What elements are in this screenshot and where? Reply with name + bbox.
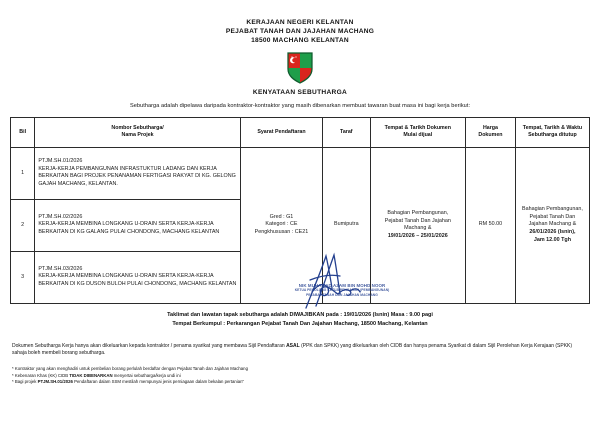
header-line-2: PEJABAT TANAH DAN JAJAHAN MACHANG	[225, 28, 375, 36]
table-header-row	[11, 117, 590, 147]
th-syarat: Syarat Pendaftaran	[240, 117, 322, 147]
syarat-gred: Gred : G1	[269, 213, 294, 220]
taklimat-block	[0, 311, 600, 330]
tempat-line1: Bahagian Pembangunan,	[387, 209, 449, 216]
footnote-3-post: Pendaftaran dalam SSM mestilah mempunyai jenis perniagaan dalam bekalan pertanian"	[72, 379, 245, 385]
footnote-2-pre: Kebenaran Khas (KK) CIDB	[14, 372, 70, 378]
crest-container	[0, 52, 600, 84]
th-taraf: Taraf	[323, 117, 370, 147]
intro-text: Sebutharga adalah dipelawa daripada kontraktor-kontraktor yang masih dibenarkan membuat tawaran buat masa ini bagi kerja berikut:	[129, 102, 471, 109]
th-tempat-mulai	[370, 117, 466, 147]
signature-position-1: KETUA PENOLONG KETUA PENGARAH (PEMBANGUNAN)	[294, 288, 390, 293]
footnote-1	[12, 366, 588, 373]
th-projek-line2: Nama Projek	[121, 132, 154, 139]
cell-projek-1	[35, 147, 241, 199]
projek-2-name: KERJA-KERJA MEMBINA LONGKANG U-DRAIN SERTA KERJA-KERJA BERKAITAN DI KG GALANG PULAI CHONDONG, MACHANG KELANTAN	[38, 221, 220, 235]
sebutharga-table	[10, 117, 590, 304]
cell-tempat-tarikh-tutup	[515, 147, 589, 303]
syarat-kategori: Kategori : CE	[265, 221, 298, 228]
th-tutup-line1: Tempat, Tarikh & Waktu	[522, 124, 583, 131]
tutup-time: Jam 12.00 Tgh	[533, 236, 571, 243]
tutup-line3: Jajahan Machang &	[528, 221, 577, 228]
projek-2-number: PTJM.SH.02/2026	[38, 214, 83, 220]
signature-position-2: PEJABAT TANAH DAN JAJAHAN MACHANG	[306, 292, 378, 297]
footnote-2-mark: *	[12, 372, 14, 378]
cell-tempat-mulai-dijual	[370, 147, 466, 303]
projek-1-name: KERJA-KERJA PEMBANGUNAN INFRASTUKTUR LADANG DAN KERJA BERKAITAN BAGI PROJEK PENANAMAN FERTIGASI RAKYAT DI KG. GELONG GAJAH MACHANG, KELANTAN.	[38, 165, 236, 187]
projek-1-number: PTJM.SH.01/2026	[38, 158, 83, 165]
page-title: KENYATAAN SEBUTHARGA	[252, 88, 348, 96]
taklimat-line-1: Taklimat dan lawatan tapak sebutharga adalah DIWAJIBKAN pada : 19/01/2026 (Isnin) Masa : 9.00 pagi	[167, 311, 433, 318]
th-harga	[466, 117, 516, 147]
para-text-1: Dokumen Sebutharga Kerja hanya akan dikeluarkan kepada kontraktor / penama syarikat yang membawa Sijil Pendaftaran	[12, 342, 287, 349]
footnote-1-text: Kontraktor yang akan menghadiri untuk pembelian borang perlulah berdaftar dengan Pejabat Tanah dan Jajahan Machang	[14, 366, 248, 372]
projek-3-number: PTJM.SH.03/2026	[38, 266, 83, 272]
cell-bil-3: 3	[11, 251, 35, 303]
signature-name: NIK MUHAMAD AZAM BIN MOHD NOOR	[298, 283, 386, 288]
footnotes	[12, 366, 588, 386]
tempat-date-range: 19/01/2026 – 25/01/2026	[387, 232, 448, 239]
para-text-2: (PPK dan SPKK) yang dikeluarkan oleh CIDB dan hanya penama Syarikat di dalam Sijil Perolehan Kerja Kerajaan (SPKK) sahaja boleh membeli borang sebutharga.	[12, 342, 573, 356]
tutup-line1: Bahagian Pembangunan,	[521, 206, 583, 213]
th-tutup-line2: Sebutharga ditutup	[528, 132, 577, 139]
sebutharga-table-wrap	[10, 117, 590, 304]
cell-bil-2: 2	[11, 199, 35, 251]
th-tutup	[515, 117, 589, 147]
cell-bil-1: 1	[11, 147, 35, 199]
taklimat-line-2: Tempat Berkumpul : Perkarangan Pejabat Tanah Dan Jajahan Machang, 18500 Machang, Kelantan	[172, 321, 428, 328]
cell-syarat-pendaftaran	[240, 147, 322, 303]
header-line-1: KERAJAAN NEGERI KELANTAN	[246, 19, 354, 26]
th-harga-line2: Dokumen	[478, 132, 503, 139]
dokumen-paragraph	[12, 343, 588, 357]
th-bil: Bil	[11, 117, 35, 147]
cell-projek-3	[35, 251, 241, 303]
th-harga-line1: Harga	[482, 124, 498, 131]
cell-taraf: Bumiputra	[323, 147, 370, 303]
document-header	[0, 0, 600, 46]
header-line-3: 18500 MACHANG KELANTAN	[251, 37, 349, 45]
footnote-2-bold: TIDAK DIBENARKAN	[69, 372, 113, 378]
footnote-2	[12, 373, 588, 380]
footnote-3-pre: Bagi projek	[14, 379, 38, 385]
footnote-2-post: menyertai sebutharga/kerja undi ini	[112, 372, 181, 378]
table-row	[11, 147, 590, 199]
para-bold-asal: ASAL	[286, 342, 300, 349]
footnote-1-mark: *	[12, 366, 14, 372]
footnote-3	[12, 379, 588, 386]
tempat-line2: Pejabat Tanah Dan Jajahan	[384, 217, 451, 224]
th-projek	[35, 117, 241, 147]
th-tempat-line1: Tempat & Tarikh Dokumen	[384, 124, 451, 131]
th-tempat-line2: Mulai dijual	[403, 132, 433, 139]
signature-name-block	[272, 283, 412, 297]
footnote-3-mark: *	[12, 379, 14, 385]
tutup-date: 26/01/2026 (Isnin),	[529, 228, 576, 235]
tempat-line3: Machang &	[404, 225, 432, 232]
projek-3-name: KERJA-KERJA MEMBINA LONGKANG U-DRAIN SERTA KERJA-KERJA BERKAITAN DI KG DUSON BULOH PULAI CHONDONG, MACHANG KELANTAN	[38, 273, 237, 287]
footnote-3-bold: PTJM.SH.01/2026	[37, 379, 73, 385]
tutup-line2: Pejabat Tanah Dan	[529, 213, 576, 220]
kelantan-crest-icon	[286, 52, 314, 84]
syarat-pengkhususan: Pengkhususan : CE21	[254, 228, 309, 235]
cell-projek-2	[35, 199, 241, 251]
th-projek-line1: Nombor Sebutharga/	[111, 124, 164, 131]
cell-harga-dokumen: RM 50.00	[466, 147, 516, 303]
